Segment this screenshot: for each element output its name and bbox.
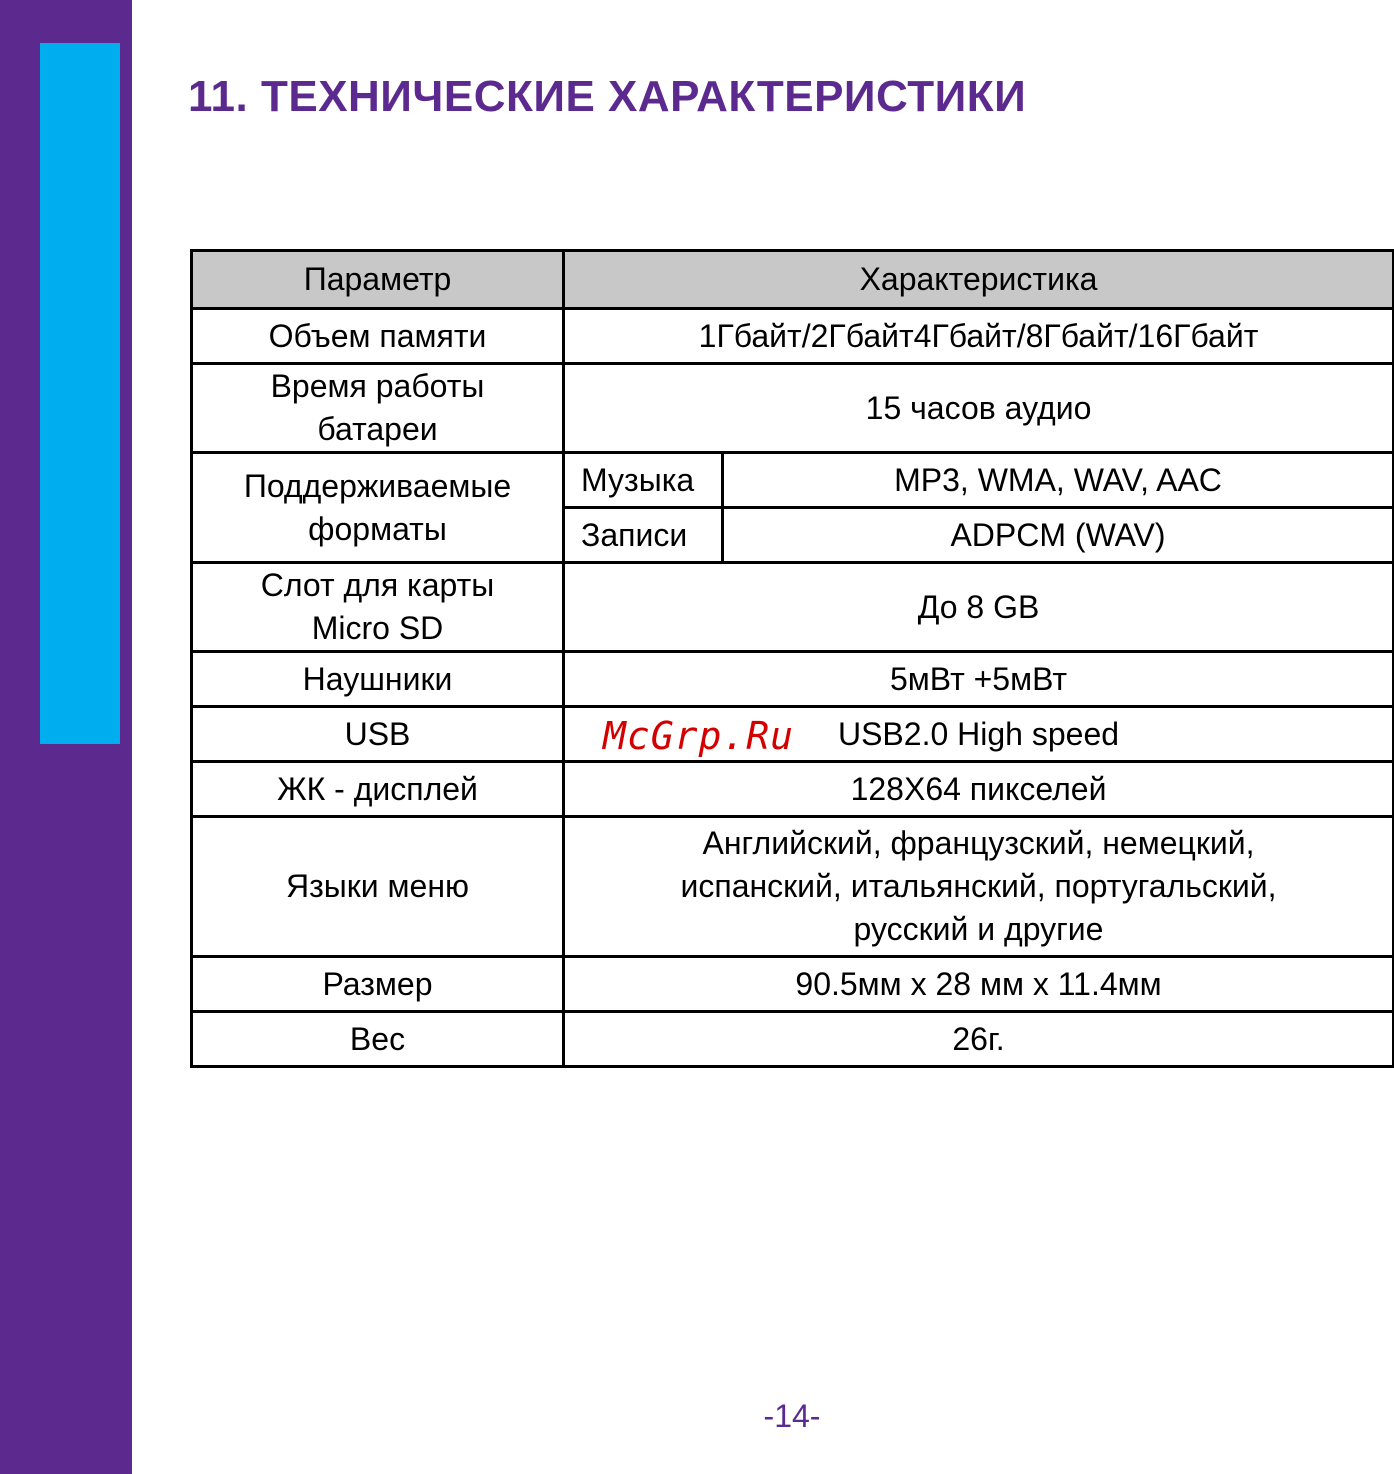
param-line: Время работы: [270, 368, 485, 404]
value-cell: 15 часов аудио: [564, 364, 1394, 453]
param-line: Слот для карты: [260, 567, 495, 603]
value-cell: 26г.: [564, 1012, 1394, 1067]
table-row: [192, 1012, 1394, 1067]
table-row: [192, 309, 1394, 364]
header-characteristic: Характеристика: [564, 251, 1394, 309]
table-row: [192, 652, 1394, 707]
param-cell: Вес: [192, 1012, 564, 1067]
param-line: Micro SD: [311, 610, 444, 646]
header-parameter: Параметр: [192, 251, 564, 309]
param-cell: Языки меню: [192, 817, 564, 957]
param-cell: USB: [192, 707, 564, 762]
value-cell: 90.5мм x 28 мм x 11.4мм: [564, 957, 1394, 1012]
sidebar-tab: [40, 43, 120, 744]
param-cell: [192, 453, 564, 563]
sub-label-cell: Музыка: [564, 453, 723, 508]
value-cell: 1Гбайт/2Гбайт4Гбайт/8Гбайт/16Гбайт: [564, 309, 1394, 364]
table-header-row: [192, 251, 1394, 309]
page-number: -14-: [763, 1398, 821, 1434]
sub-label-cell: Записи: [564, 508, 723, 563]
value-cell: MP3, WMA, WAV, AAC: [723, 453, 1394, 508]
param-cell: Наушники: [192, 652, 564, 707]
value-cell: [564, 817, 1394, 957]
table-row: [192, 364, 1394, 453]
value-cell: ADPCM (WAV): [723, 508, 1394, 563]
param-cell: [192, 563, 564, 652]
table-row: [192, 957, 1394, 1012]
param-cell: Объем памяти: [192, 309, 564, 364]
value-cell: USB2.0 High speed: [564, 707, 1394, 762]
page-title: 11. ТЕХНИЧЕСКИЕ ХАРАКТЕРИСТИКИ: [188, 72, 1027, 121]
param-cell: Размер: [192, 957, 564, 1012]
value-cell: 128X64 пикселей: [564, 762, 1394, 817]
param-line: батареи: [317, 411, 438, 447]
table-row: [192, 762, 1394, 817]
value-cell: 5мВт +5мВт: [564, 652, 1394, 707]
value-line: Английский, французский, немецкий,: [702, 825, 1255, 861]
param-line: форматы: [308, 510, 447, 547]
table-row: [192, 817, 1394, 957]
value-line: испанский, итальянский, португальский,: [680, 868, 1277, 904]
watermark: McGrp.Ru: [603, 714, 795, 758]
spec-table: [190, 249, 1394, 1068]
value-cell: До 8 GB: [564, 563, 1394, 652]
table-row: [192, 453, 1394, 508]
table-row: [192, 563, 1394, 652]
value-line: русский и другие: [853, 911, 1104, 947]
param-line: Поддерживаемые: [243, 467, 512, 504]
param-cell: [192, 364, 564, 453]
param-cell: ЖК - дисплей: [192, 762, 564, 817]
